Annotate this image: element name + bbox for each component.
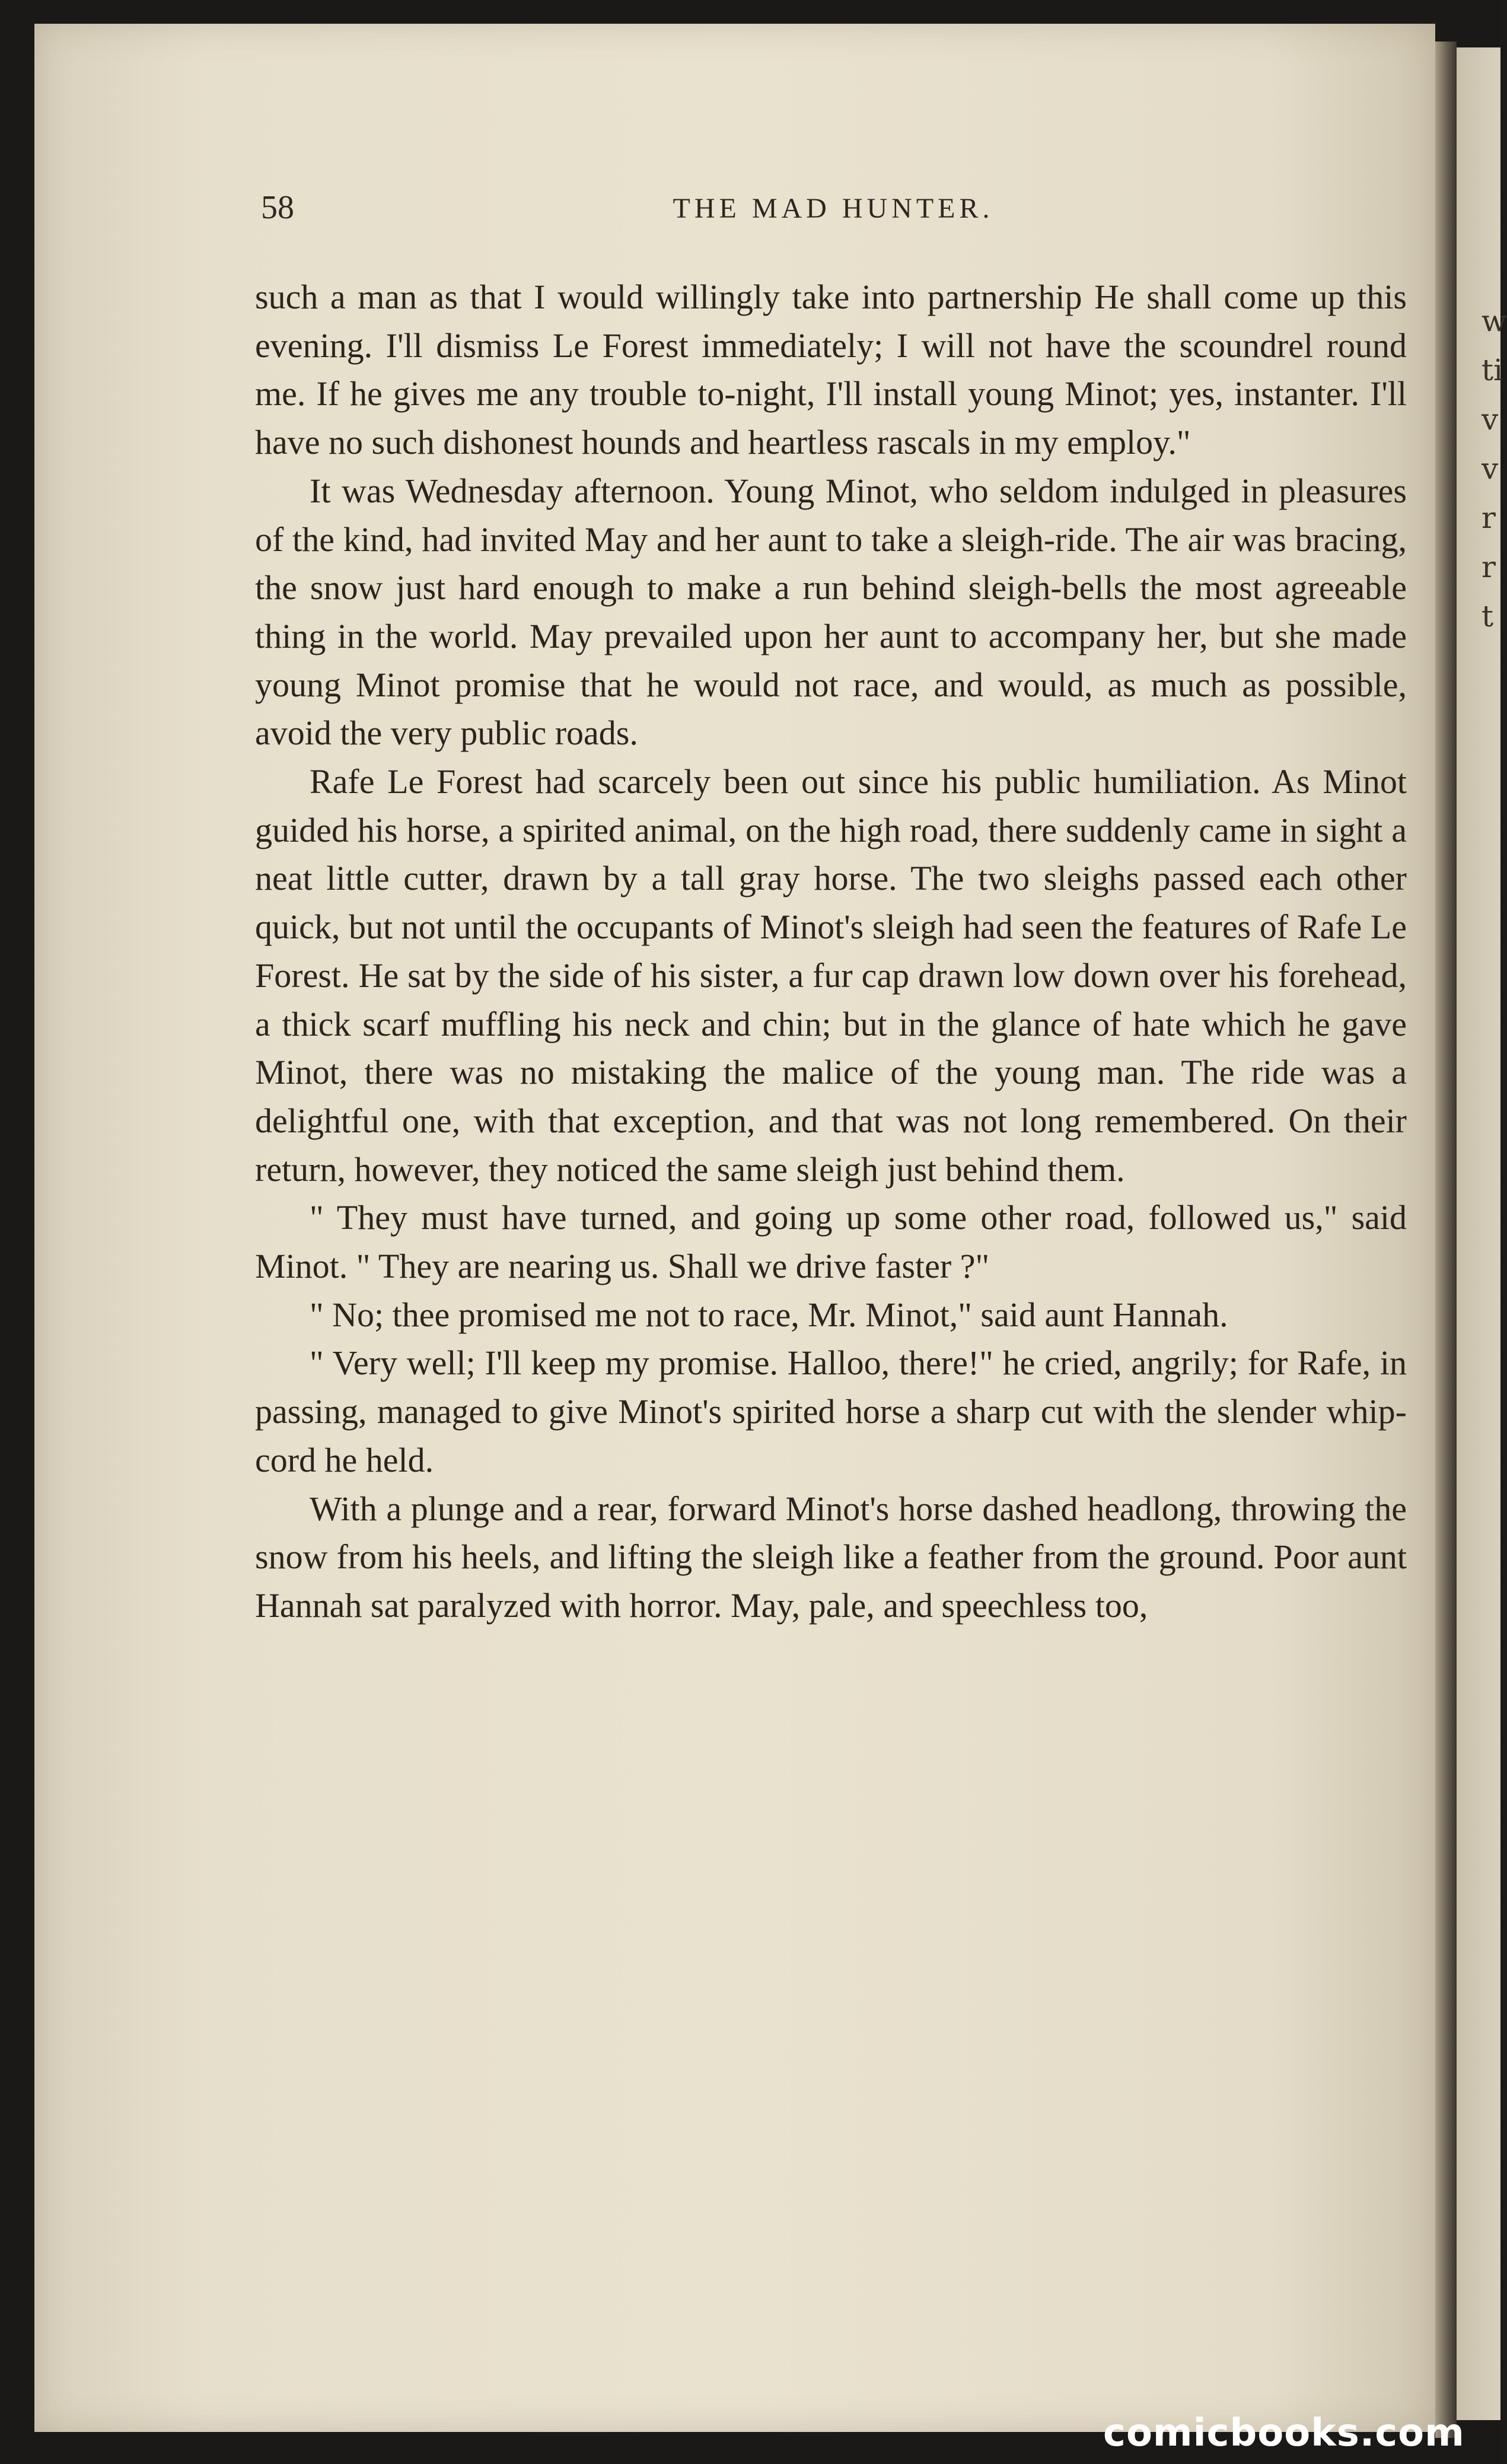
watermark: comicbooks.com (1103, 2411, 1465, 2455)
paragraph: " Very well; I'll keep my promise. Halloo, there!" he cried, angrily; for Rafe, in passing, managed to give Minot's spirited horse a sharp cut with the slender whip-cord he held. (255, 1344, 1407, 1479)
book-spine (1435, 42, 1457, 2438)
facing-page-letter: t (1481, 599, 1494, 633)
paragraph: " No; thee promised me not to race, Mr. Minot," said aunt Hannah. (310, 1295, 1228, 1334)
facing-page-letter: v (1481, 451, 1499, 486)
running-head: THE MAD HUNTER. (673, 193, 994, 224)
paragraph: Rafe Le Forest had scarcely been out since his public humiliation. As Minot guided his horse, a spirited animal, on the high road, there suddenly came in sight a neat little cutter, drawn by a tall gray horse. The two sleighs passed each other quick, but not until the occupants of Minot's sleigh had seen the features of Rafe Le Forest. He sat by the side of his sister, a fur cap drawn low down over his forehead, a thick scarf muffling his neck and chin; but in the glance of hate which he gave Minot, there was no mistaking the malice of the young man. The ride was a delightful one, with that exception, and that was not long remembered. On their return, however, they noticed the same sleigh just behind them. (255, 762, 1407, 1189)
facing-page-letters (1481, 297, 1507, 641)
facing-page-letter: v (1481, 402, 1499, 437)
facing-page-letter: r (1481, 550, 1496, 584)
page-header (261, 189, 1406, 236)
paragraph: such a man as that I would willingly take into partnership He shall come up this evening. I'll dismiss Le Forest immediately; I will not have the scoundrel round me. If he gives me any trouble to-night, I'll install young Minot; yes, instanter. I'll have no such dishonest hounds and heartless rascals in my employ." (255, 278, 1407, 462)
facing-page-letter: r (1481, 501, 1496, 535)
facing-page-letter: w (1481, 304, 1507, 338)
paragraph: It was Wednesday afternoon. Young Minot, who seldom indulged in pleasures of the kind, had invited May and her aunt to take a sleigh-ride. The air was bracing, the snow just hard enough to make a run behind sleigh-bells the most agreeable thing in the world. May prevailed upon her aunt to accompany her, but she made young Minot promise that he would not race, and would, as much as possible, avoid the very public roads. (255, 471, 1407, 753)
paragraph: With a plunge and a rear, forward Minot's horse dashed headlong, throwing the snow from his heels, and lifting the sleigh like a feather from the ground. Poor aunt Hannah sat paralyzed with horror. May, pale, and speechless too, (255, 1489, 1407, 1625)
body-text (255, 273, 1407, 1630)
facing-page-letter: ti (1481, 353, 1503, 387)
page-number: 58 (261, 189, 294, 226)
paragraph: " They must have turned, and going up some other road, followed us," said Minot. " They are nearing us. Shall we drive faster ?" (255, 1198, 1407, 1286)
